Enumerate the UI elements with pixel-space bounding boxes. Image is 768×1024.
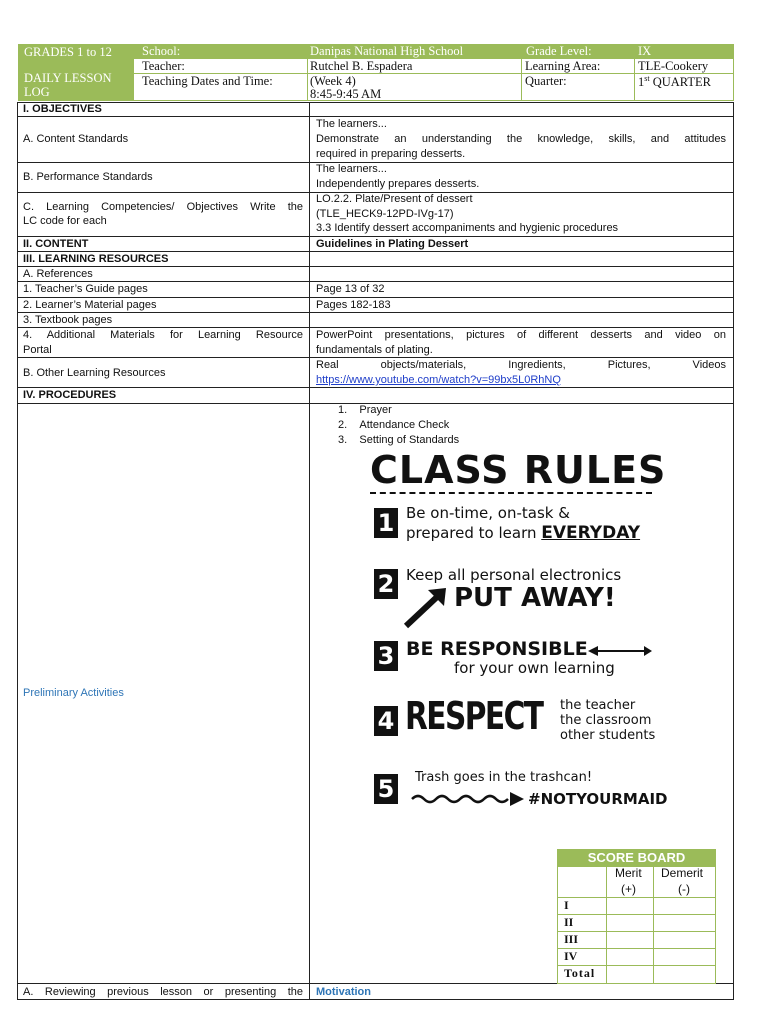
- performance-standards-value-2: Independently prepares desserts.: [316, 178, 480, 190]
- list-item: 1. Prayer: [338, 404, 392, 416]
- rule-5-line-1: Trash goes in the trashcan!: [415, 770, 593, 785]
- rule-number: 4: [374, 706, 398, 736]
- header-divider: [634, 59, 635, 101]
- rule-number: 5: [374, 774, 398, 804]
- rule-number: 2: [374, 569, 398, 599]
- rule-4-line-1: RESPECT: [405, 694, 543, 738]
- demerit-header: Demerit: [661, 866, 704, 880]
- class-rules-title: CLASS RULES: [370, 448, 667, 492]
- youtube-link[interactable]: https://www.youtube.com/watch?v=99bx5L0RhNQ: [316, 374, 561, 386]
- competencies-label-1: C. Learning Competencies/ Objectives Write the: [23, 201, 303, 213]
- wavy-arrow-icon: [410, 790, 526, 808]
- rule-2-line-1: Keep all personal electronics: [406, 566, 622, 584]
- performance-standards-label: B. Performance Standards: [23, 171, 153, 183]
- rule-3-line-2: for your own learning: [454, 659, 615, 677]
- daily-lesson-log-label: DAILY LESSON LOG: [24, 71, 112, 99]
- procedures-heading: IV. PROCEDURES: [23, 389, 117, 401]
- content-value: Guidelines in Plating Dessert: [316, 238, 469, 250]
- time-value: 8:45-9:45 AM: [310, 87, 382, 101]
- week-value: (Week 4): [310, 74, 356, 88]
- lesson-log-header: [18, 44, 734, 101]
- additional-materials-label-1: 4. Additional Materials for Learning Resource: [23, 329, 303, 341]
- total-label: Total: [564, 966, 596, 980]
- rule-2-line-2: PUT AWAY!: [454, 583, 616, 613]
- group-label: IV: [564, 949, 578, 963]
- teachers-guide-label: 1. Teacher’s Guide pages: [23, 283, 148, 295]
- group-label: I: [564, 898, 569, 912]
- column-divider: [309, 102, 310, 1000]
- additional-materials-value-1: PowerPoint presentations, pictures of different desserts and video on: [316, 329, 726, 341]
- arrow-up-right-icon: [400, 584, 452, 632]
- score-row-divider: [557, 948, 716, 949]
- merit-sign: (+): [621, 882, 636, 896]
- score-row-divider: [557, 931, 716, 932]
- header-divider: [307, 59, 308, 101]
- teaching-dates-label: Teaching Dates and Time:: [142, 74, 273, 88]
- references-label: A. References: [23, 268, 93, 280]
- other-resources-value: Real objects/materials, Ingredients, Pictures, Videos: [316, 359, 726, 371]
- score-column-divider: [653, 866, 654, 984]
- grade-level-label: Grade Level:: [526, 44, 592, 58]
- content-standards-label: A. Content Standards: [23, 133, 129, 145]
- content-standards-value-1: The learners...: [316, 118, 387, 130]
- score-row-divider: [557, 914, 716, 915]
- rule-1-line-1: Be on-time, on-task &: [406, 504, 570, 522]
- performance-standards-value-1: The learners...: [316, 163, 387, 175]
- group-label: II: [564, 915, 574, 929]
- rule-4-line-3: the classroom: [560, 713, 652, 728]
- class-rules-poster: [360, 448, 670, 820]
- learners-material-label: 2. Learner’s Material pages: [23, 299, 157, 311]
- content-heading: II. CONTENT: [23, 238, 89, 250]
- merit-header: Merit: [615, 866, 642, 880]
- header-badge: [18, 44, 133, 101]
- demerit-sign: (-): [678, 882, 690, 896]
- school-value: Danipas National High School: [310, 44, 464, 58]
- competencies-value-1: LO.2.2. Plate/Present of dessert: [316, 193, 473, 205]
- preliminary-activities-label: Preliminary Activities: [23, 687, 124, 699]
- rule-number: 1: [374, 508, 398, 538]
- score-column-divider: [606, 866, 607, 984]
- teacher-label: Teacher:: [142, 59, 185, 73]
- competencies-value-2: (TLE_HECK9-12PD-IVg-17): [316, 208, 454, 220]
- content-standards-value-2: Demonstrate an understanding the knowledge, skills, and attitudes: [316, 133, 726, 145]
- learners-material-value: Pages 182-183: [316, 299, 391, 311]
- title-underline: [370, 492, 652, 494]
- additional-materials-label-2: Portal: [23, 344, 52, 356]
- score-row-divider: [557, 897, 716, 898]
- content-standards-value-3: required in preparing desserts.: [316, 148, 466, 160]
- other-resources-label: B. Other Learning Resources: [23, 367, 166, 379]
- rule-5-line-2: #NOTYOURMAID: [528, 790, 668, 808]
- rule-1-line-2: prepared to learn EVERYDAY: [406, 523, 641, 543]
- learning-area-value: TLE-Cookery: [638, 59, 709, 73]
- additional-materials-value-2: fundamentals of plating.: [316, 344, 433, 356]
- score-board: [557, 849, 716, 984]
- competencies-label-2: LC code for each: [23, 215, 107, 227]
- reviewing-lesson-label: A. Reviewing previous lesson or presenting the: [23, 986, 303, 998]
- rule-3-line-1: BE RESPONSIBLE: [406, 638, 588, 660]
- rule-4-line-2: the teacher: [560, 698, 636, 713]
- motivation-label: Motivation: [316, 986, 371, 998]
- grades-label: GRADES 1 to 12: [24, 45, 112, 59]
- quarter-label: Quarter:: [525, 74, 567, 88]
- teacher-value: Rutchel B. Espadera: [310, 59, 413, 73]
- grade-level-value: IX: [638, 44, 652, 58]
- objectives-heading: I. OBJECTIVES: [23, 103, 102, 115]
- teachers-guide-value: Page 13 of 32: [316, 283, 385, 295]
- competencies-value-3: 3.3 Identify dessert accompaniments and hygienic procedures: [316, 222, 619, 234]
- resources-heading: III. LEARNING RESOURCES: [23, 253, 169, 265]
- quarter-value: 1st QUARTER: [638, 74, 711, 90]
- score-board-title: SCORE BOARD: [557, 849, 716, 866]
- list-item: 3. Setting of Standards: [338, 434, 460, 446]
- rule-4-line-4: other students: [560, 728, 656, 743]
- learning-area-label: Learning Area:: [525, 59, 601, 73]
- textbook-label: 3. Textbook pages: [23, 314, 113, 326]
- list-item: 2. Attendance Check: [338, 419, 450, 431]
- rule-number: 3: [374, 641, 398, 671]
- header-top-row: [133, 44, 734, 59]
- school-label: School:: [142, 44, 181, 58]
- group-label: III: [564, 932, 579, 946]
- arrow-left-icon: [588, 644, 654, 658]
- header-divider: [521, 59, 522, 101]
